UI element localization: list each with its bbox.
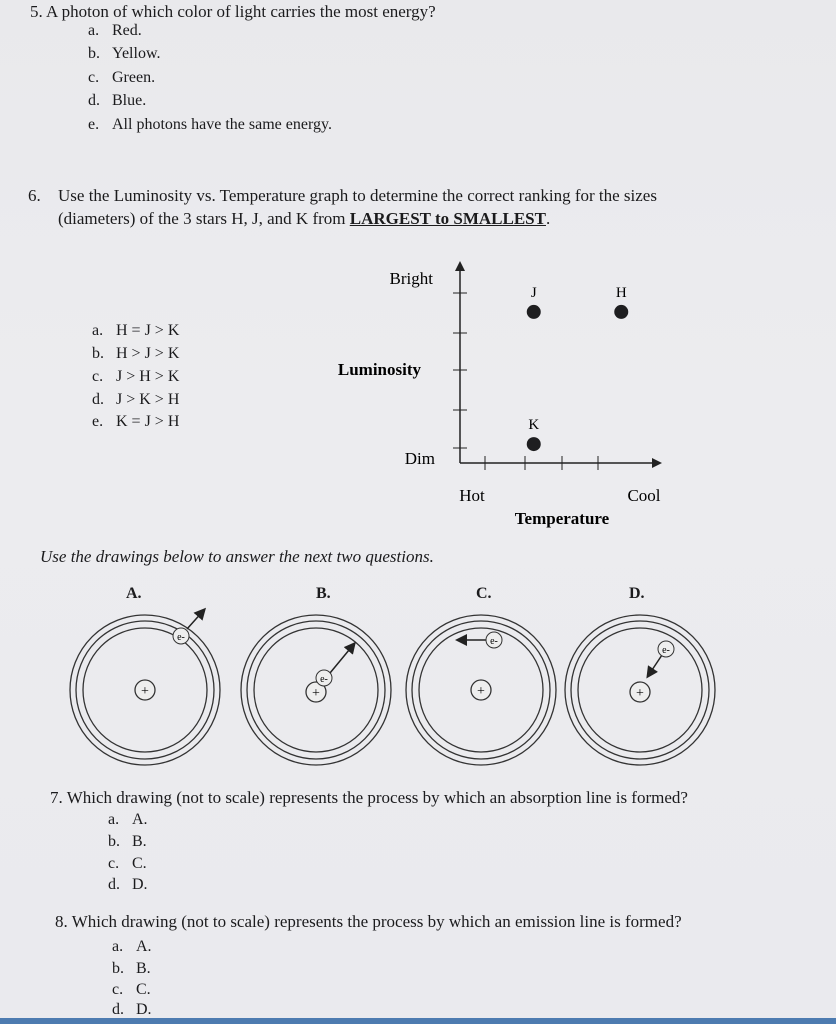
q8-option-d: d. D. [112,1001,152,1018]
star-point-j [527,305,541,319]
q8-question: 8. Which drawing (not to scale) represents the process by which an emission line is formed? [55,912,682,931]
atom-a [70,610,220,765]
q5-option-b: b. Yellow. [88,45,161,62]
q5-option-a: a. Red. [88,22,142,39]
y-axis-label: Luminosity [337,360,421,379]
drawing-d-label: D. [629,585,645,602]
q7-question: 7. Which drawing (not to scale) represents the process by which an absorption line is formed? [50,788,688,807]
nucleus-b-sign: + [312,686,320,701]
chart-points [527,285,629,451]
q7-option-b: b. B. [108,833,147,850]
q6-emphasis: LARGEST to SMALLEST [349,209,546,228]
y-bottom-label: Dim [404,449,435,468]
atom-d [565,615,715,765]
chart-axes [453,261,662,470]
star-label-k: K [528,417,540,434]
q5-option-e: e. All photons have the same energy. [88,116,332,133]
x-axis-label: Temperature [514,509,610,528]
q8-option-c: c. C. [112,981,151,998]
atom-c [406,615,556,765]
q6-option-e: e. K = J > H [92,413,180,430]
q6-number: 6. [28,186,41,205]
q5-option-d: d. Blue. [88,92,147,109]
q8-option-b: b. B. [112,960,151,977]
q6-question-line2: (diameters) of the 3 stars H, J, and K from LARGEST to SMALLEST. [58,209,551,228]
atom-b [241,615,391,765]
x-left-label: Hot [459,486,485,505]
q7-option-a: a. A. [108,811,148,828]
q6-question-line1: Use the Luminosity vs. Temperature graph to determine the correct ranking for the sizes [58,186,657,205]
y-top-label: Bright [389,269,433,288]
electron-a-arrow [187,610,204,629]
drawing-b-label: B. [316,585,331,602]
electron-b-label: e- [320,674,328,685]
star-label-j: J [530,284,537,301]
q8-option-a: a. A. [112,938,152,955]
nucleus-c-sign: + [477,684,485,699]
q6-option-b: b. H > J > K [92,345,180,362]
star-point-k [527,437,541,451]
star-point-h [614,305,628,319]
drawing-a-label: A. [126,585,142,602]
atom-drawings [0,595,836,775]
nucleus-d-sign: + [636,686,644,701]
q7-option-c: c. C. [108,855,147,872]
drawings-intro: Use the drawings below to answer the next two questions. [40,547,434,566]
electron-d-label: e- [662,645,670,656]
electron-a-label: e- [177,632,185,643]
q6-option-d: d. J > K > H [92,391,180,408]
x-right-label: Cool [627,486,661,505]
electron-b-arrow [330,644,354,673]
q5-option-c: c. Green. [88,69,156,86]
star-label-h: H [615,284,627,301]
q6-option-c: c. J > H > K [92,368,180,385]
q7-option-d: d. D. [108,876,148,893]
nucleus-a-sign: + [141,684,149,699]
drawing-c-label: C. [476,585,492,602]
luminosity-temperature-chart [300,255,700,535]
electron-c-label: e- [490,636,498,647]
bottom-edge-bar [0,1018,836,1024]
q6-option-a: a. H = J > K [92,322,180,339]
q5-question: 5. A photon of which color of light carries the most energy? [30,2,436,21]
